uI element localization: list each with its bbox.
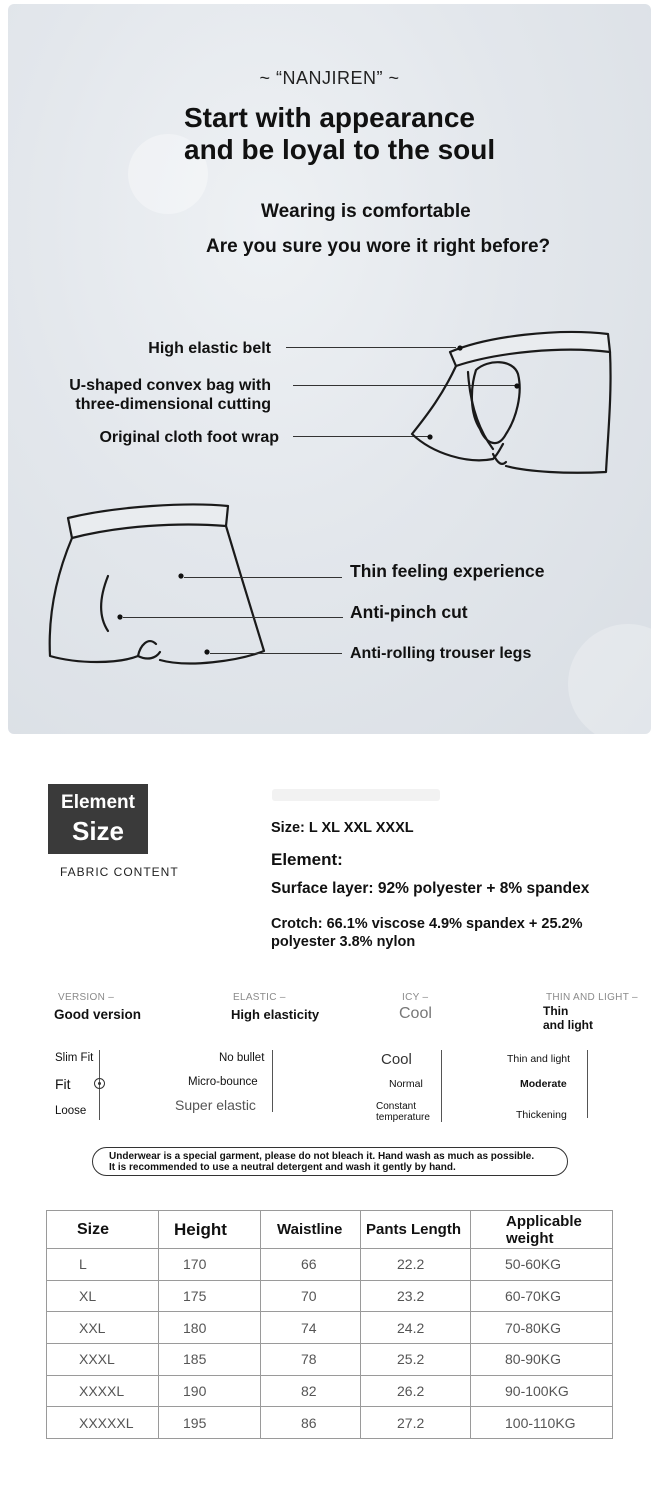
scale-bar (441, 1050, 442, 1122)
faded-text-placeholder (272, 789, 440, 801)
scale-moderate: Moderate (520, 1078, 567, 1090)
header-applicable-weight: Applicable weight (471, 1211, 613, 1249)
scale-fit: Fit (55, 1076, 71, 1092)
boxer-back-illustration (38, 496, 278, 676)
scale-bar (272, 1050, 273, 1112)
table-cell: XXXXL (47, 1375, 159, 1407)
table-cell: XXXL (47, 1344, 159, 1376)
table-cell: 180 (159, 1312, 261, 1344)
table-row (47, 1375, 613, 1407)
table-cell: 66 (261, 1249, 361, 1281)
callout-thin-feeling: Thin feeling experience (350, 561, 545, 581)
element-size-badge: Element Size (48, 784, 148, 854)
attr-thin-label: THIN AND LIGHT – (546, 992, 638, 1003)
table-cell: 195 (159, 1407, 261, 1439)
table-row (47, 1280, 613, 1312)
scale-micro-bounce: Micro-bounce (188, 1076, 258, 1088)
table-cell: 60-70KG (471, 1280, 613, 1312)
table-cell: 170 (159, 1249, 261, 1281)
table-cell: 50-60KG (471, 1249, 613, 1281)
table-cell: 74 (261, 1312, 361, 1344)
table-cell: 190 (159, 1375, 261, 1407)
table-cell: 27.2 (361, 1407, 471, 1439)
table-cell: 100-110KG (471, 1407, 613, 1439)
callout-line (184, 577, 342, 578)
attr-icy-value: Cool (399, 1005, 432, 1022)
header-height: Height (159, 1211, 261, 1249)
scale-bar (587, 1050, 588, 1118)
size-spec: Size: L XL XXL XXXL (271, 820, 414, 836)
attr-version-label: VERSION – (58, 992, 115, 1003)
crotch-spec: Crotch: 66.1% viscose 4.9% spandex + 25.2% polyester 3.8% nylon (271, 916, 583, 950)
table-cell: L (47, 1249, 159, 1281)
headline: Start with appearance and be loyal to the soul (184, 102, 496, 165)
scale-indicator-icon (94, 1078, 105, 1089)
table-row (47, 1312, 613, 1344)
scale-normal: Normal (389, 1078, 423, 1090)
scale-super-elastic: Super elastic (175, 1097, 256, 1113)
table-row (47, 1344, 613, 1376)
callout-anti-rolling: Anti-rolling trouser legs (350, 645, 532, 662)
scale-cool: Cool (381, 1051, 412, 1068)
table-row (47, 1407, 613, 1439)
surface-layer-spec: Surface layer: 92% polyester + 8% spandex (271, 880, 590, 897)
table-row (47, 1249, 613, 1281)
table-cell: 78 (261, 1344, 361, 1376)
table-cell: 185 (159, 1344, 261, 1376)
callout-elastic-belt: High elastic belt (148, 340, 271, 357)
header-size: Size (47, 1211, 159, 1249)
brand-name: ~ “NANJIREN” ~ (259, 68, 400, 88)
scale-no-bullet: No bullet (219, 1052, 265, 1064)
callout-foot-wrap: Original cloth foot wrap (99, 429, 279, 446)
table-cell: 82 (261, 1375, 361, 1407)
background-glow (568, 624, 651, 734)
scale-loose: Loose (55, 1105, 87, 1117)
callout-line (123, 617, 343, 618)
header-waistline: Waistline (261, 1211, 361, 1249)
table-cell: 175 (159, 1280, 261, 1312)
size-table (46, 1210, 613, 1439)
care-note: Underwear is a special garment, please do not bleach it. Hand wash as much as possible. It is recommended to use a neutral detergent and wash it gently by hand. (92, 1147, 568, 1176)
callout-u-bag: U-shaped convex bag with three-dimensional cutting (69, 377, 271, 413)
boxer-front-illustration (398, 314, 618, 484)
table-cell: 70 (261, 1280, 361, 1312)
table-cell: XL (47, 1280, 159, 1312)
scale-thin-and-light: Thin and light (507, 1053, 571, 1065)
subheadline-question: Are you sure you wore it right before? (206, 236, 551, 257)
callout-anti-pinch: Anti-pinch cut (350, 602, 468, 622)
table-cell: 70-80KG (471, 1312, 613, 1344)
hero-panel (8, 4, 651, 734)
element-label: Element: (271, 850, 343, 869)
table-cell: 80-90KG (471, 1344, 613, 1376)
header-pants-length: Pants Length (361, 1211, 471, 1249)
table-cell: 22.2 (361, 1249, 471, 1281)
table-cell: 23.2 (361, 1280, 471, 1312)
table-cell: XXL (47, 1312, 159, 1344)
attr-icy-label: ICY – (402, 992, 429, 1003)
scale-thickening: Thickening (516, 1109, 567, 1121)
fabric-content-label: FABRIC CONTENT (60, 865, 179, 879)
table-cell: XXXXXL (47, 1407, 159, 1439)
attr-elastic-label: ELASTIC – (233, 992, 286, 1003)
attr-version-value: Good version (54, 1007, 142, 1022)
subheadline-comfort: Wearing is comfortable (261, 201, 471, 222)
table-cell: 26.2 (361, 1375, 471, 1407)
table-cell: 90-100KG (471, 1375, 613, 1407)
attr-thin-value: Thin and light (543, 1004, 593, 1032)
scale-slim-fit: Slim Fit (55, 1052, 94, 1064)
table-cell: 24.2 (361, 1312, 471, 1344)
table-header-row (47, 1211, 613, 1249)
attr-elastic-value: High elasticity (231, 1007, 320, 1022)
scale-constant-temperature: Constant temperature (376, 1101, 430, 1123)
table-cell: 25.2 (361, 1344, 471, 1376)
table-cell: 86 (261, 1407, 361, 1439)
callout-line (210, 653, 342, 654)
